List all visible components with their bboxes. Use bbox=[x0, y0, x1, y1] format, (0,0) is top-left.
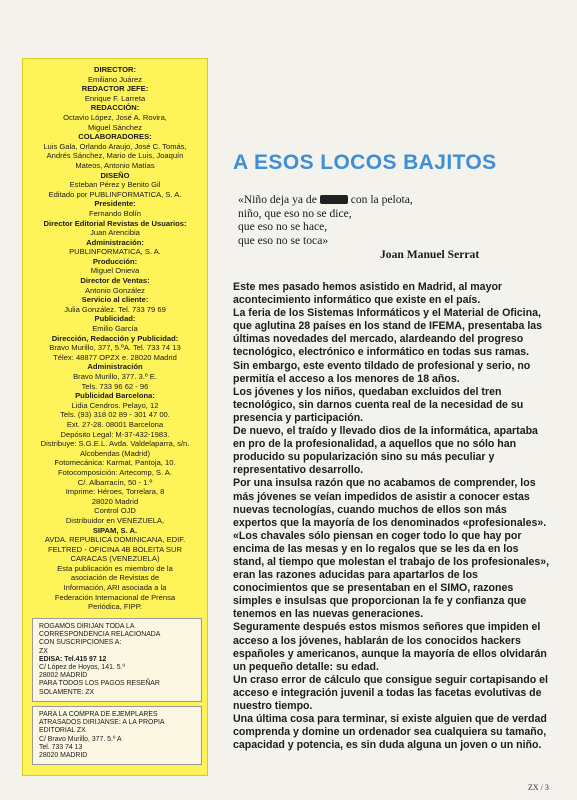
masthead-line: Enrique F. Larreta bbox=[84, 93, 146, 103]
masthead-role: Administración bbox=[87, 362, 143, 372]
article-paragraph: Una última cosa para terminar, si existe alguien que de verdad comprenda y domine un ordenador sea cualquiera su tamaño, capacidad y potencia, es sin duda alguna un joven o un niño. bbox=[233, 713, 547, 752]
masthead-line: Alcobendas (Madrid) bbox=[79, 448, 151, 458]
masthead-line: AVDA. REPUBLICA DOMINICANA, EDIF. bbox=[44, 535, 186, 545]
masthead-role: SIPAM, S. A. bbox=[92, 525, 138, 535]
box-line: PARA TODOS LOS PAGOS RESEÑAR bbox=[39, 680, 160, 688]
masthead-role: Director de Ventas: bbox=[80, 276, 150, 286]
masthead-role: Presidente: bbox=[94, 199, 136, 209]
quote-line-1-start: «Niño deja ya de bbox=[238, 193, 317, 206]
masthead-line: Andrés Sánchez, Mario de Luis, Joaquín bbox=[46, 151, 184, 161]
article-paragraph: Los jóvenes y los niños, quedaban excluidos del tren tecnológico, sin darnos cuenta real de la necesidad de su presencia y participación. bbox=[233, 385, 524, 424]
masthead-line: asociación de Revistas de bbox=[70, 573, 160, 583]
masthead-line: CARACAS (VENEZUELA) bbox=[70, 554, 160, 564]
masthead-line: Fotomecánica: Karmat, Pantoja, 10. bbox=[54, 458, 176, 468]
box-line: 28020 MADRID bbox=[39, 752, 88, 760]
masthead-line: Fotocomposición: Artecomp, S. A. bbox=[58, 467, 172, 477]
article-paragraph: Por una insulsa razón que no acabamos de comprender, los más jóvenes se veían impedidos de asistir a conocer estas nuevas tecnologías, cuando muchos de ellos son más expertos que la mayoría de los denominados «profesionales». bbox=[233, 477, 547, 529]
article-paragraph: La feria de los Sistemas Informáticos y el Material de Oficina, que aglutina 28 países en los stand de IFEMA, presentaba las últimas novedades del mercado, alardeando del progreso tecnológico, electrónico e informático en todas sus ramas. bbox=[233, 307, 543, 359]
quote-line-3: que eso no se hace, bbox=[238, 220, 328, 233]
article-paragraph: Sin embargo, este evento tildado de profesional y serio, no permitía el acceso a los menores de 18 años. bbox=[233, 359, 531, 385]
masthead-role: Director Editorial Revistas de Usuarios: bbox=[43, 218, 187, 228]
box-line: ZX bbox=[39, 647, 48, 655]
box-line: Tel. 733 74 13 bbox=[39, 743, 83, 751]
masthead-line: Emiliano Juárez bbox=[87, 74, 143, 84]
masthead-line: Tels. (93) 318 02 89 - 301 47 00. bbox=[60, 410, 170, 420]
masthead-line: PUBLINFORMATICA, S. A. bbox=[69, 247, 161, 257]
masthead-line: Control OJD bbox=[94, 506, 136, 516]
masthead-line: Emilio García bbox=[92, 324, 138, 334]
box-line: EDISA: Tel.415 97 12 bbox=[39, 655, 107, 663]
masthead-role: DISEÑO bbox=[100, 170, 130, 180]
subscription-box bbox=[32, 618, 202, 702]
box-line: 28002 MADRID bbox=[39, 672, 88, 680]
masthead-role: REDACTOR JEFE: bbox=[81, 84, 149, 94]
box-line: SOLAMENTE: ZX bbox=[39, 688, 95, 696]
masthead-role: REDACCIÓN: bbox=[90, 103, 140, 113]
epigraph-quote bbox=[238, 193, 538, 247]
masthead-role: Publicidad: bbox=[94, 314, 136, 324]
box-line: CON SUSCRIPCIONES A: bbox=[39, 639, 122, 647]
masthead-role: Publicidad Barcelona: bbox=[75, 391, 155, 401]
masthead-line: Información, ARI asociada a la bbox=[63, 583, 167, 593]
article-paragraph: De nuevo, el traído y llevado dios de la informática, apartaba en pro de la profesionalidad, a aquellos que no sólo han producido su popularización sino su más peculiar y representativo desarrollo. bbox=[233, 425, 538, 477]
box-line: ATRASADOS DIRIJANSE: A LA PROPIA bbox=[39, 719, 165, 727]
masthead-line: Miguel Onieva bbox=[90, 266, 140, 276]
censor-mark bbox=[320, 195, 348, 204]
masthead-line: Fernando Bolín bbox=[89, 208, 141, 218]
masthead-line: Luis Gala, Orlando Araujo, José C. Tomás, bbox=[43, 141, 187, 151]
quote-author: Joan Manuel Serrat bbox=[380, 248, 480, 261]
masthead-line: 28020 Madrid bbox=[91, 496, 139, 506]
masthead-line: Distribuidor en VENEZUELA, bbox=[65, 515, 165, 525]
masthead-line: Télex: 48877 OPZX e. 28020 Madrid bbox=[53, 352, 177, 362]
masthead-line: Distribuye: S.G.E.L. Avda. Valdelaparra, s/n. bbox=[40, 439, 190, 449]
box-line: C/ Bravo Murillo, 377. 5.º A bbox=[39, 735, 122, 743]
quote-line-2: niño, que eso no se dice, bbox=[238, 206, 352, 220]
masthead-line: FELTRED - OFICINA 4B BOLEITA SUR bbox=[48, 544, 182, 554]
masthead-role: Servicio al cliente: bbox=[81, 295, 149, 305]
masthead-line: Periódica, FIPP. bbox=[88, 602, 142, 612]
masthead-line: Esteban Pérez y Benito Gil bbox=[69, 180, 161, 190]
masthead-role: Producción: bbox=[92, 256, 138, 266]
article-title: A ESOS LOCOS BAJITOS bbox=[233, 151, 497, 174]
back-issues-box bbox=[32, 706, 202, 765]
masthead-line: Imprime: Héroes, Torrelara, 8 bbox=[65, 487, 165, 497]
masthead-line: Julia González. Tel. 733 79 69 bbox=[64, 304, 166, 314]
masthead-line: Esta publicación es miembro de la bbox=[57, 563, 173, 573]
box-line: PARA LA COMPRA DE EJEMPLARES bbox=[39, 711, 158, 718]
box-line: C/ López de Hoyos, 141. 5.º bbox=[39, 664, 126, 672]
masthead-line: Octavio López, José A. Rovira, bbox=[63, 112, 167, 122]
article-body bbox=[233, 281, 551, 752]
masthead-line: Lidia Cendros. Pelayo, 12 bbox=[71, 400, 159, 410]
masthead-role: DIRECTOR: bbox=[93, 65, 137, 74]
masthead-line: Juan Arencibia bbox=[90, 228, 140, 238]
masthead-role: Dirección, Redacción y Publicidad: bbox=[51, 333, 179, 343]
masthead-line: C/. Albarracín, 50 - 1.º bbox=[77, 477, 153, 487]
masthead-line: Miguel Sánchez bbox=[87, 122, 143, 132]
masthead-line: Federación Internacional de Prensa bbox=[54, 592, 176, 602]
article-paragraph: «Los chavales sólo piensan en coger todo lo que hay por encima de las mesas y en lo regalos que se les da en los stand, al tiempo que molestan el trabajo de los profesionales», eran las razones aducidas para apartarlos de los conocimientos que se presentaban en el SIMO, razones simples e insulsas que proporcionan la fe y confianza que tenemos en las nuevas generaciones. bbox=[233, 529, 550, 621]
masthead-line: Ext. 27-28. 08001 Barcelona bbox=[66, 419, 164, 429]
masthead-line: Editado por PUBLINFORMATICA, S. A. bbox=[48, 189, 182, 199]
box-line: EDITORIAL ZX bbox=[39, 727, 86, 735]
article-paragraph: Un craso error de cálculo que consigue seguir cortapisando el acceso e integración juvenil a todas las facetas evolutivas de nuestro tiempo. bbox=[233, 673, 548, 712]
masthead-credits bbox=[26, 65, 204, 612]
quote-line-4: que eso no se toca» bbox=[238, 233, 329, 247]
masthead-line: Bravo Murillo, 377. 3.º E. bbox=[73, 372, 157, 381]
page-number: ZX / 3 bbox=[528, 783, 549, 792]
masthead-line: Mateos, Antonio Matías bbox=[75, 160, 155, 170]
masthead-line: Tels. 733 96 62 - 96 bbox=[81, 381, 149, 391]
masthead-line: Antonio González bbox=[85, 285, 145, 295]
quote-line-1-end: con la pelota, bbox=[350, 193, 413, 206]
article-paragraph: Este mes pasado hemos asistido en Madrid, al mayor acontecimiento informático que existe en el país. bbox=[233, 281, 503, 307]
masthead-line: Bravo Murillo, 377, 5.ºA. Tel. 733 74 13 bbox=[49, 343, 181, 353]
box-line: CORRESPONDENCIA RELACIONADA bbox=[39, 631, 161, 639]
article-paragraph: Seguramente después estos mismos señores que impiden el acceso a los jóvenes, hablarán de los conocidos hackers españoles y americanos, aunque la mayoría de ellos olvidarán un pequeño detalle: su edad. bbox=[233, 621, 547, 673]
box-line: ROGAMOS DIRIJAN TODA LA bbox=[39, 623, 135, 630]
masthead-role: COLABORADORES: bbox=[78, 132, 152, 142]
masthead-role: Administración: bbox=[86, 237, 144, 247]
masthead-line: Depósito Legal: M-37-432-1983. bbox=[60, 429, 170, 439]
quote-line-1 bbox=[238, 193, 538, 207]
